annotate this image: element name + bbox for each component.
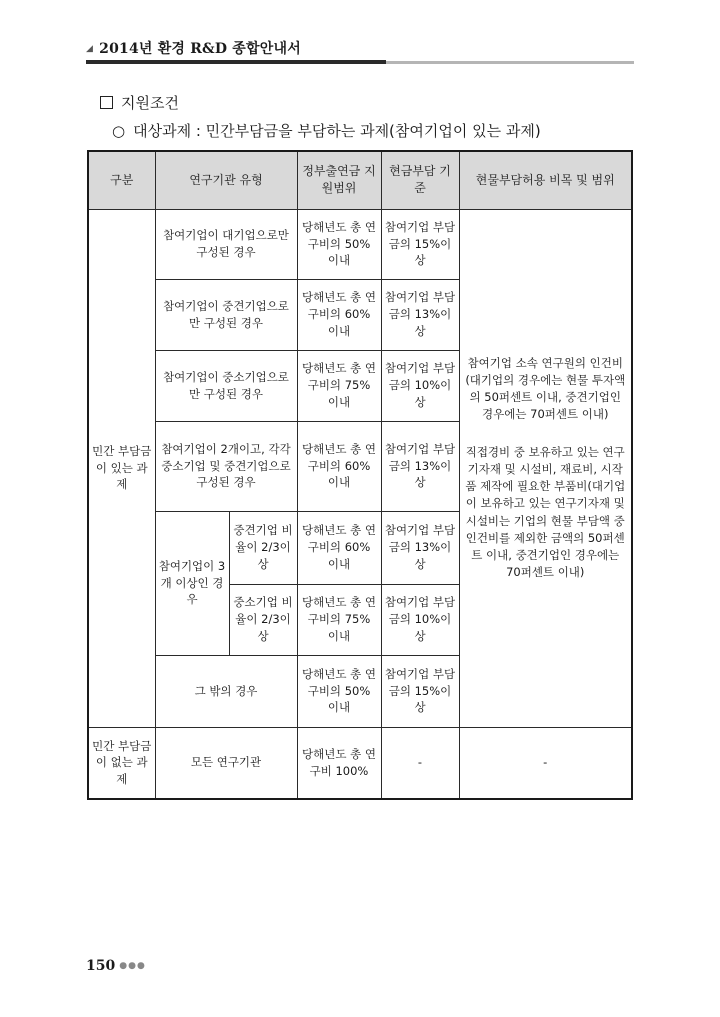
inkind-paragraph-2: 직접경비 중 보유하고 있는 연구기자재 및 시설비, 재료비, 시작품 제작에 필요한 부품비(대기업이 보유하고 있는 연구기자재 및 시설비는 기업의 현물 부담액 중 인건비를 제외한 금액의 50퍼센트 이내, 중견기업인 경우에는 70퍼센트 이내) <box>465 444 626 580</box>
header-inkind: 현물부담허용 비목 및 범위 <box>459 151 632 209</box>
org-cell: 참여기업이 대기업으로만 구성된 경우 <box>155 209 297 279</box>
circle-bullet-icon: ○ <box>112 122 126 140</box>
gov-cell: 당해년도 총 연구비의 50% 이내 <box>297 655 381 727</box>
cash-cell: 참여기업 부담금의 15%이상 <box>381 209 459 279</box>
three-plus-label: 참여기업이 3개 이상인 경우 <box>155 511 229 655</box>
footer-dots-icon: ●●● <box>119 961 146 971</box>
table-row <box>88 209 632 279</box>
sub-condition-cell: 중소기업 비율이 2/3이상 <box>229 584 297 655</box>
gov-cell: 당해년도 총 연구비의 75% 이내 <box>297 350 381 421</box>
cash-cell: 참여기업 부담금의 10%이상 <box>381 350 459 421</box>
table-row <box>88 727 632 799</box>
gov-cell: 당해년도 총 연구비의 60% 이내 <box>297 421 381 511</box>
header-org-type: 연구기관 유형 <box>155 151 297 209</box>
gov-cell: 당해년도 총 연구비의 75% 이내 <box>297 584 381 655</box>
cash-cell: 참여기업 부담금의 13%이상 <box>381 421 459 511</box>
header-cash-standard: 현금부담 기준 <box>381 151 459 209</box>
page-footer <box>86 958 146 974</box>
support-conditions-table <box>87 150 633 800</box>
cash-cell: 참여기업 부담금의 10%이상 <box>381 584 459 655</box>
header-mark-icon: ◢ <box>86 44 94 54</box>
inkind-cell <box>459 209 632 727</box>
page-number: 150 <box>86 958 116 974</box>
gov-cell: 당해년도 총 연구비 100% <box>297 727 381 799</box>
cash-cell: - <box>381 727 459 799</box>
subsection-title <box>112 120 541 141</box>
org-cell: 참여기업이 중견기업으로만 구성된 경우 <box>155 279 297 350</box>
section-title <box>100 92 179 113</box>
inkind-paragraph-1: 참여기업 소속 연구원의 인건비(대기업의 경우에는 현물 투자액의 50퍼센트 이내, 중견기업인 경우에는 70퍼센트 이내) <box>465 355 626 422</box>
section-title-text: 지원조건 <box>121 94 179 112</box>
running-header <box>86 38 301 58</box>
header-rule-light <box>386 61 634 64</box>
org-cell: 모든 연구기관 <box>155 727 297 799</box>
org-cell: 참여기업이 2개이고, 각각 중소기업 및 중견기업으로 구성된 경우 <box>155 421 297 511</box>
header-gov-range: 정부출연금 지원범위 <box>297 151 381 209</box>
gov-cell: 당해년도 총 연구비의 50% 이내 <box>297 209 381 279</box>
cash-cell: 참여기업 부담금의 13%이상 <box>381 511 459 584</box>
gov-cell: 당해년도 총 연구비의 60% 이내 <box>297 511 381 584</box>
cash-cell: 참여기업 부담금의 15%이상 <box>381 655 459 727</box>
gov-cell: 당해년도 총 연구비의 60% 이내 <box>297 279 381 350</box>
header-category: 구분 <box>88 151 155 209</box>
header-title: 2014년 환경 R&D 종합안내서 <box>99 41 301 57</box>
group-label-with-burden: 민간 부담금이 있는 과제 <box>88 209 155 727</box>
inkind-cell: - <box>459 727 632 799</box>
group-label-no-burden: 민간 부담금이 없는 과제 <box>88 727 155 799</box>
org-cell: 그 밖의 경우 <box>155 655 297 727</box>
sub-condition-cell: 중견기업 비율이 2/3이상 <box>229 511 297 584</box>
org-cell: 참여기업이 중소기업으로만 구성된 경우 <box>155 350 297 421</box>
table-header-row <box>88 151 632 209</box>
header-rule-dark <box>86 60 386 64</box>
cash-cell: 참여기업 부담금의 13%이상 <box>381 279 459 350</box>
checkbox-square-icon <box>100 96 113 109</box>
subsection-title-text: 대상과제 : 민간부담금을 부담하는 과제(참여기업이 있는 과제) <box>133 122 541 140</box>
